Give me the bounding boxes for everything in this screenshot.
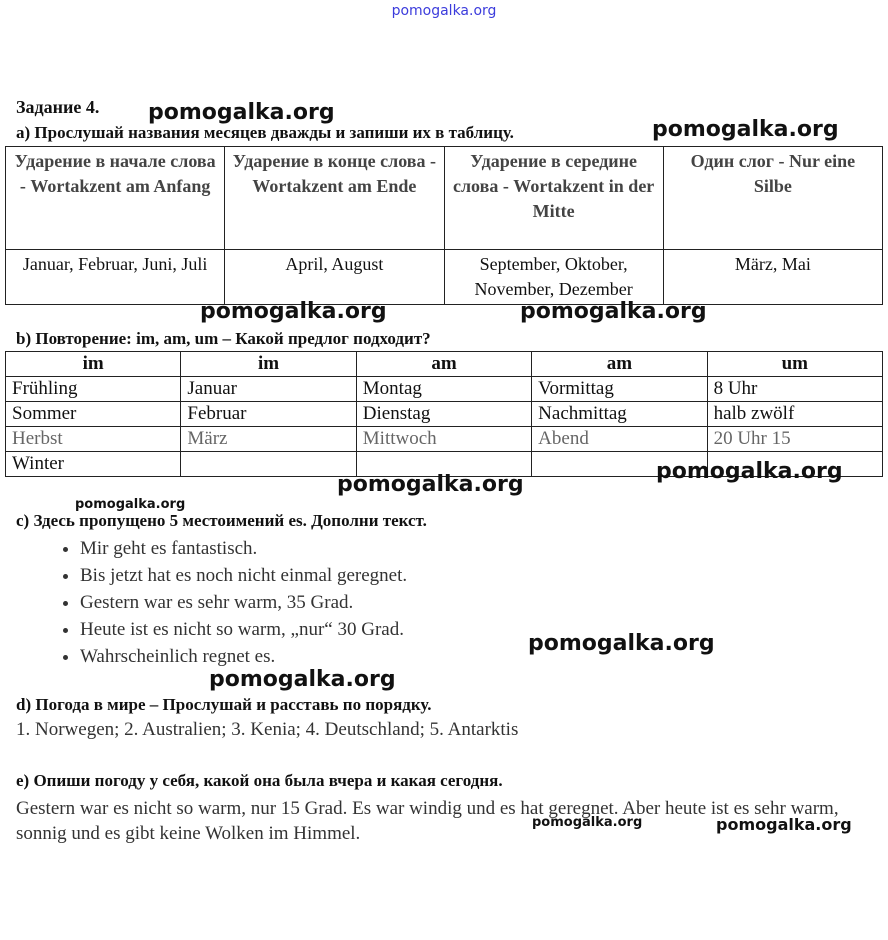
table-cell: Mittwoch (356, 427, 531, 452)
watermark-label: pomogalka.org (209, 667, 396, 692)
header-am-2: am (532, 352, 707, 377)
watermark-label: pomogalka.org (716, 815, 852, 834)
header-stress-start: Ударение в начале слова - Wortakzent am Anfang (6, 147, 225, 250)
table-cell: Montag (356, 377, 531, 402)
cell-stress-middle: September, Oktober, November, Dezember (444, 250, 663, 305)
table-header-row (6, 147, 883, 250)
header-am-1: am (356, 352, 531, 377)
table-cell: 20 Uhr 15 (707, 427, 882, 452)
watermark-label: pomogalka.org (337, 472, 524, 497)
table-row (6, 427, 883, 452)
header-stress-end: Ударение в конце слова - Wortakzent am Ende (225, 147, 444, 250)
table-row (6, 250, 883, 305)
watermark-label: pomogalka.org (652, 117, 839, 142)
table-row (6, 402, 883, 427)
table-cell: Frühling (6, 377, 181, 402)
table-cell: Vormittag (532, 377, 707, 402)
table-cell: Nachmittag (532, 402, 707, 427)
section-d-heading: d) Погода в мире – Прослушай и расставь по порядку. (16, 695, 432, 714)
watermark-label: pomogalka.org (200, 299, 387, 324)
section-e-answer: Gestern war es nicht so warm, nur 15 Grad. Es war windig und es hat geregnet. Aber heute ist es sehr warm, sonnig und es gibt keine Wolken im Himmel. (16, 798, 839, 844)
list-item: • Heute ist es nicht so warm, „nur“ 30 Grad. (80, 616, 407, 643)
list-item: • Wahrscheinlich regnet es. (80, 643, 407, 670)
es-sentences-list (48, 535, 407, 670)
section-a-heading: a) Прослушай названия месяцев дважды и запиши их в таблицу. (16, 123, 514, 142)
table-cell: Januar (181, 377, 356, 402)
section-e-heading: e) Опиши погоду у себя, какой она была вчера и какая сегодня. (16, 771, 503, 790)
table-cell: Herbst (6, 427, 181, 452)
table-cell: Februar (181, 402, 356, 427)
table-cell: März (181, 427, 356, 452)
top-watermark-link[interactable]: pomogalka.org (391, 3, 497, 19)
cell-one-syllable: März, Mai (663, 250, 882, 305)
cell-stress-start: Januar, Februar, Juni, Juli (6, 250, 225, 305)
table-cell (181, 452, 356, 477)
table-row (6, 377, 883, 402)
task-title: Задание 4. (16, 97, 100, 117)
table-cell: Winter (6, 452, 181, 477)
table-cell: Abend (532, 427, 707, 452)
table-header-row (6, 352, 883, 377)
list-item: • Gestern war es sehr warm, 35 Grad. (80, 589, 407, 616)
header-im-1: im (6, 352, 181, 377)
header-stress-middle: Ударение в середине слова - Wortakzent in der Mitte (444, 147, 663, 250)
watermark-label: pomogalka.org (656, 459, 843, 484)
months-stress-table (5, 146, 883, 305)
section-d-answer: 1. Norwegen; 2. Australien; 3. Kenia; 4. Deutschland; 5. Antarktis (16, 719, 519, 740)
table-cell: 8 Uhr (707, 377, 882, 402)
section-c-heading: c) Здесь пропущено 5 местоимений es. Дополни текст. (16, 511, 427, 530)
table-cell: Dienstag (356, 402, 531, 427)
header-one-syllable: Один слог - Nur eine Silbe (663, 147, 882, 250)
watermark-label: pomogalka.org (532, 815, 643, 830)
header-um: um (707, 352, 882, 377)
cell-stress-end: April, August (225, 250, 444, 305)
watermark-label: pomogalka.org (528, 631, 715, 656)
watermark-label: pomogalka.org (148, 100, 335, 125)
table-cell: Sommer (6, 402, 181, 427)
header-im-2: im (181, 352, 356, 377)
list-item: • Mir geht es fantastisch. (80, 535, 407, 562)
section-b-heading: b) Повторение: im, am, um – Какой предлог подходит? (16, 329, 431, 348)
watermark-label: pomogalka.org (75, 497, 186, 512)
watermark-label: pomogalka.org (520, 299, 707, 324)
table-cell: halb zwölf (707, 402, 882, 427)
list-item: • Bis jetzt hat es noch nicht einmal geregnet. (80, 562, 407, 589)
